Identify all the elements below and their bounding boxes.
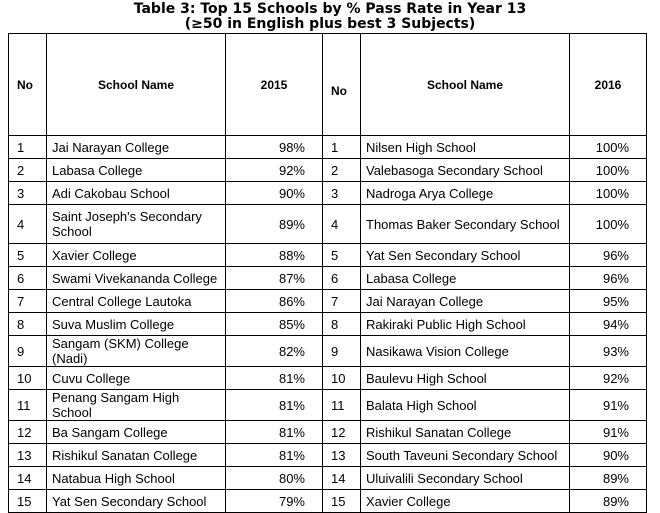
table-row (9, 136, 647, 159)
rank-2015: 11 (9, 390, 47, 421)
table-row (9, 336, 647, 367)
rank-2015: 15 (9, 490, 47, 513)
pass-rate-2016: 100% (570, 182, 647, 205)
rank-2015: 13 (9, 444, 47, 467)
rank-2016: 13 (323, 444, 361, 467)
header-row (9, 34, 647, 136)
rank-2016: 3 (323, 182, 361, 205)
pass-rate-2016: 91% (570, 421, 647, 444)
rank-2015: 4 (9, 205, 47, 244)
school-name-2015: Jai Narayan College (47, 136, 226, 159)
table-row (9, 313, 647, 336)
rank-2016: 12 (323, 421, 361, 444)
pass-rate-2016: 100% (570, 205, 647, 244)
pass-rate-2015: 87% (226, 267, 323, 290)
rank-2015: 2 (9, 159, 47, 182)
rank-2015: 3 (9, 182, 47, 205)
school-name-2016: Yat Sen Secondary School (361, 244, 570, 267)
pass-rate-2015: 81% (226, 367, 323, 390)
school-name-2015: Penang Sangam High School (47, 390, 226, 421)
school-name-2016: Valebasoga Secondary School (361, 159, 570, 182)
column-header-year-2015: 2015 (226, 34, 323, 136)
pass-rate-2015: 81% (226, 390, 323, 421)
table-row (9, 182, 647, 205)
rank-2015: 8 (9, 313, 47, 336)
pass-rate-2016: 96% (570, 244, 647, 267)
pass-rate-2016: 89% (570, 490, 647, 513)
school-name-2015: Labasa College (47, 159, 226, 182)
school-name-2016: Nadroga Arya College (361, 182, 570, 205)
rank-2016: 5 (323, 244, 361, 267)
school-name-2016: Thomas Baker Secondary School (361, 205, 570, 244)
school-name-2016: Jai Narayan College (361, 290, 570, 313)
rank-2015: 5 (9, 244, 47, 267)
pass-rate-2015: 86% (226, 290, 323, 313)
pass-rate-2015: 81% (226, 444, 323, 467)
rank-2015: 7 (9, 290, 47, 313)
school-name-2016: Nilsen High School (361, 136, 570, 159)
school-name-2016: Balata High School (361, 390, 570, 421)
table-row (9, 244, 647, 267)
school-name-2016: Nasikawa Vision College (361, 336, 570, 367)
rank-2016: 7 (323, 290, 361, 313)
table-row (9, 267, 647, 290)
rank-2016: 4 (323, 205, 361, 244)
table-row (9, 390, 647, 421)
pass-rate-2015: 82% (226, 336, 323, 367)
pass-rate-2015: 79% (226, 490, 323, 513)
school-name-2015: Swami Vivekananda College (47, 267, 226, 290)
school-name-2015: Cuvu College (47, 367, 226, 390)
rank-2015: 6 (9, 267, 47, 290)
table-row (9, 159, 647, 182)
rank-2015: 10 (9, 367, 47, 390)
pass-rate-2015: 90% (226, 182, 323, 205)
pass-rate-2015: 92% (226, 159, 323, 182)
column-header-school-2016: School Name (361, 34, 570, 136)
pass-rate-2016: 95% (570, 290, 647, 313)
table-row (9, 421, 647, 444)
school-name-2016: Labasa College (361, 267, 570, 290)
school-name-2015: Adi Cakobau School (47, 182, 226, 205)
school-name-2015: Natabua High School (47, 467, 226, 490)
school-name-2016: Rakiraki Public High School (361, 313, 570, 336)
pass-rate-2016: 96% (570, 267, 647, 290)
rank-2016: 6 (323, 267, 361, 290)
pass-rate-2016: 93% (570, 336, 647, 367)
school-name-2015: Rishikul Sanatan College (47, 444, 226, 467)
pass-rate-2015: 88% (226, 244, 323, 267)
pass-rate-2015: 80% (226, 467, 323, 490)
school-name-2015: Suva Muslim College (47, 313, 226, 336)
school-name-2016: Baulevu High School (361, 367, 570, 390)
pass-rate-2016: 100% (570, 136, 647, 159)
pass-rate-2015: 81% (226, 421, 323, 444)
pass-rate-2016: 91% (570, 390, 647, 421)
school-name-2016: Rishikul Sanatan College (361, 421, 570, 444)
pass-rate-2016: 90% (570, 444, 647, 467)
school-name-2015: Ba Sangam College (47, 421, 226, 444)
rank-2016: 14 (323, 467, 361, 490)
pass-rate-2016: 100% (570, 159, 647, 182)
rank-2016: 11 (323, 390, 361, 421)
pass-rate-2015: 89% (226, 205, 323, 244)
table-row (9, 367, 647, 390)
school-name-2015: Sangam (SKM) College (Nadi) (47, 336, 226, 367)
rank-2015: 12 (9, 421, 47, 444)
column-header-no-2016: No (323, 34, 361, 136)
pass-rate-2016: 92% (570, 367, 647, 390)
rank-2016: 10 (323, 367, 361, 390)
school-name-2015: Xavier College (47, 244, 226, 267)
table-row (9, 205, 647, 244)
school-name-2015: Central College Lautoka (47, 290, 226, 313)
school-name-2015: Yat Sen Secondary School (47, 490, 226, 513)
rank-2015: 9 (9, 336, 47, 367)
rank-2016: 2 (323, 159, 361, 182)
rank-2015: 1 (9, 136, 47, 159)
table-row (9, 444, 647, 467)
table-title: Table 3: Top 15 Schools by % Pass Rate in Year 13 (133, 1, 527, 17)
pass-rate-table (8, 33, 647, 513)
school-name-2016: South Taveuni Secondary School (361, 444, 570, 467)
pass-rate-2015: 98% (226, 136, 323, 159)
rank-2016: 8 (323, 313, 361, 336)
table-subtitle: (≥50 in English plus best 3 Subjects) (184, 16, 476, 32)
rank-2016: 1 (323, 136, 361, 159)
rank-2016: 9 (323, 336, 361, 367)
rank-2016: 15 (323, 490, 361, 513)
pass-rate-2016: 89% (570, 467, 647, 490)
pass-rate-2015: 85% (226, 313, 323, 336)
school-name-2016: Uluivalili Secondary School (361, 467, 570, 490)
column-header-year-2016: 2016 (570, 34, 647, 136)
pass-rate-2016: 94% (570, 313, 647, 336)
school-name-2015: Saint Joseph's Secondary School (47, 205, 226, 244)
table-row (9, 290, 647, 313)
rank-2015: 14 (9, 467, 47, 490)
school-name-2016: Xavier College (361, 490, 570, 513)
column-header-school-2015: School Name (47, 34, 226, 136)
table-row (9, 467, 647, 490)
column-header-no-2015: No (9, 34, 47, 136)
